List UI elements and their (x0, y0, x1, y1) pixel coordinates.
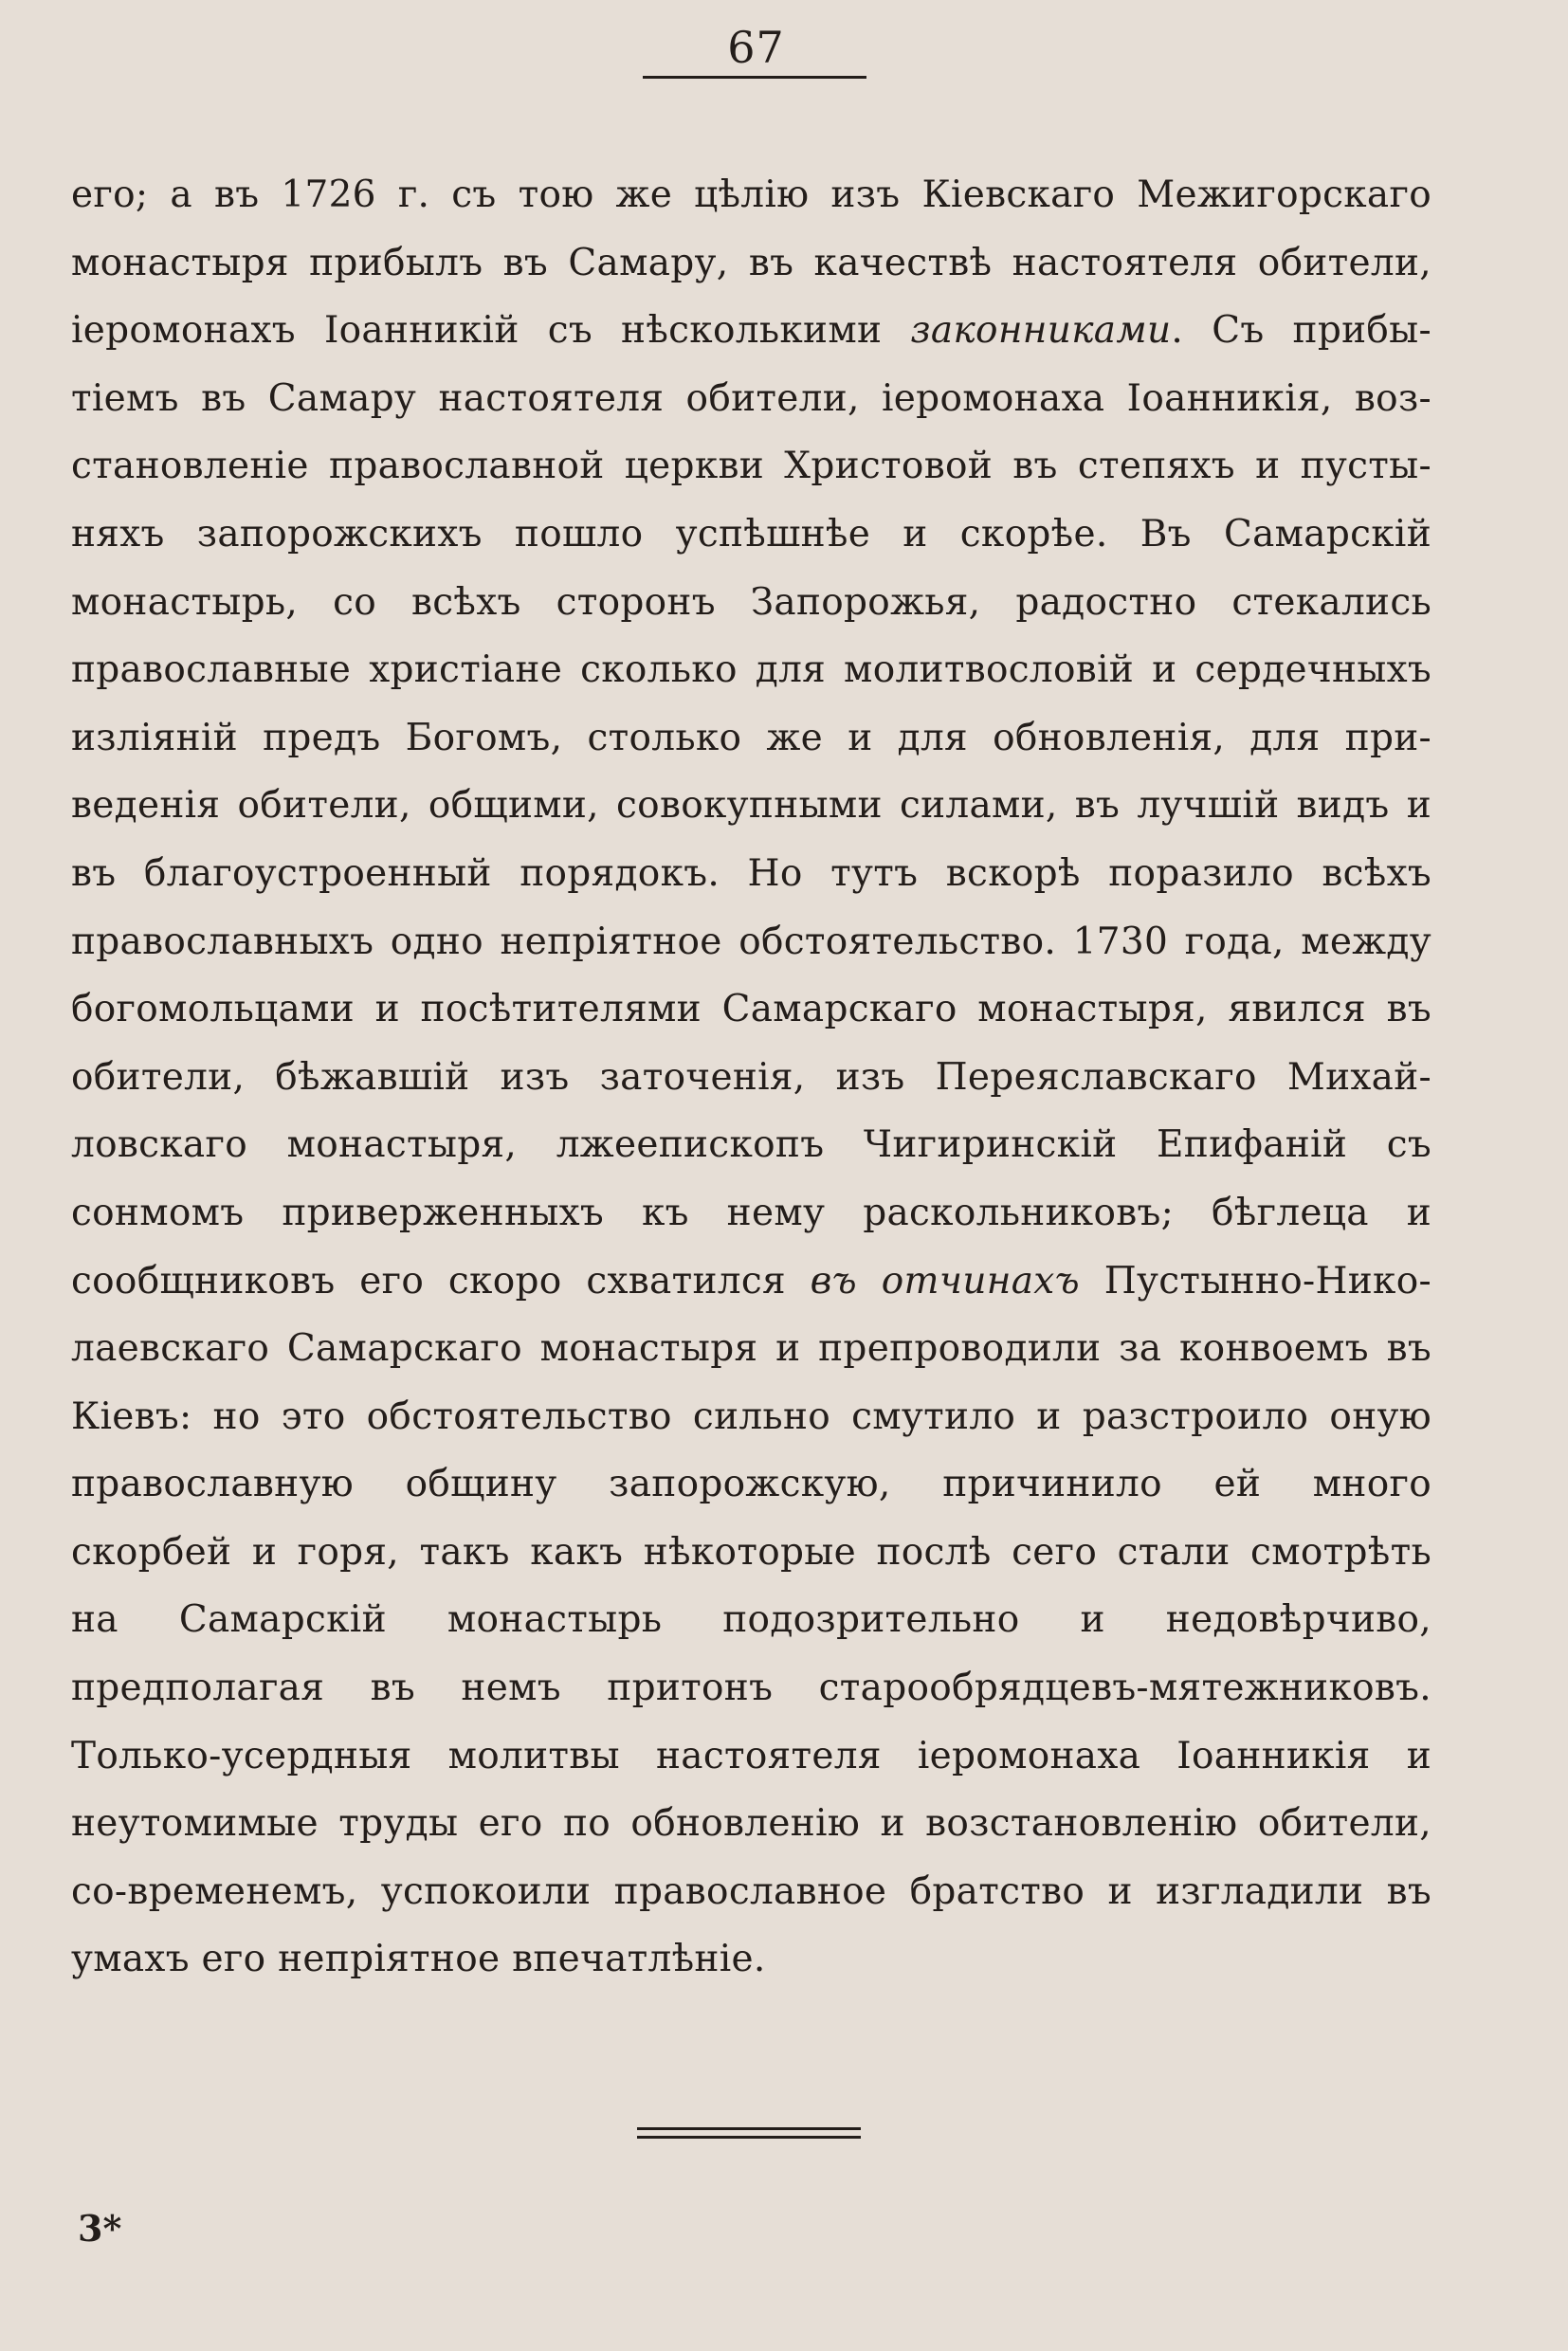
text-line: православную общину запорожскую, причинило ей много (71, 1463, 1431, 1506)
text-line: Только-усердныя молитвы настоятеля іеромонаха Іоанникія и (71, 1734, 1431, 1777)
text-line: со-временемъ, успокоили православное братство и изгладили въ (71, 1869, 1431, 1913)
text-line: лаевскаго Самарскаго монастыря и препроводили за конвоемъ въ (71, 1327, 1431, 1371)
text-line: тіемъ въ Самару настоятеля обители, іеромонаха Іоанникія, воз- (71, 376, 1431, 420)
footer-double-rule (637, 2127, 861, 2139)
text-line: богомольцами и посѣтителями Самарскаго монастыря, явился въ (71, 988, 1431, 1031)
text-line: монастыря прибылъ въ Самару, въ качествѣ настоятеля обители, (71, 241, 1431, 284)
page-number: 67 (727, 22, 785, 73)
text-line: скорбей и горя, такъ какъ нѣкоторые послѣ сего стали смотрѣть (71, 1530, 1431, 1574)
text-line: въ благоустроенный порядокъ. Но тутъ вскорѣ поразило всѣхъ (71, 851, 1431, 895)
text-line: его; а въ 1726 г. съ тою же цѣлію изъ Кіевскаго Межигорскаго (71, 173, 1431, 216)
text-line-last: умахъ его непріятное впечатлѣніе. (71, 1938, 766, 1981)
text-line: монастырь, со всѣхъ сторонъ Запорожья, радостно стекались (71, 580, 1431, 624)
text-line: предполагая въ немъ притонъ старообрядцевъ-мятежниковъ. (71, 1667, 1431, 1710)
text-line: становленіе православной церкви Христовой въ степяхъ и пусты- (71, 445, 1431, 488)
text-line: обители, бѣжавшій изъ заточенія, изъ Переяславскаго Михай- (71, 1055, 1431, 1099)
text-line: іеромонахъ Іоанникій съ нѣсколькими законниками. Съ прибы- (71, 309, 1431, 353)
text-line: на Самарскій монастырь подозрительно и недовѣрчиво, (71, 1598, 1431, 1642)
text-line: изліяній предъ Богомъ, столько же и для обновленія, для при- (71, 716, 1431, 759)
text-line: неутомимые труды его по обновленію и возстановленію обители, (71, 1802, 1431, 1846)
text-line: ловскаго монастыря, лжеепископъ Чигиринскій Епифаній съ (71, 1123, 1431, 1167)
body-text (71, 161, 1431, 1994)
text-line: няхъ запорожскихъ пошло успѣшнѣе и скорѣе. Въ Самарскій (71, 512, 1431, 556)
text-line: сонмомъ приверженныхъ къ нему раскольниковъ; бѣглеца и (71, 1191, 1431, 1234)
italic-word: законниками (910, 309, 1172, 353)
italic-phrase: въ отчинахъ (810, 1259, 1080, 1303)
text-line: Кіевъ: но это обстоятельство сильно смутило и разстроило оную (71, 1394, 1431, 1438)
text-line: православныхъ одно непріятное обстоятельство. 1730 года, между (71, 920, 1431, 963)
signature-mark: 3* (78, 2207, 122, 2250)
text-line: православные христіане сколько для молитвословій и сердечныхъ (71, 648, 1431, 692)
text-line: сообщниковъ его скоро схватился въ отчинахъ Пустынно-Нико- (71, 1259, 1431, 1303)
text-line: веденія обители, общими, совокупными силами, въ лучшій видъ и (71, 784, 1431, 828)
header-rule (643, 76, 866, 79)
